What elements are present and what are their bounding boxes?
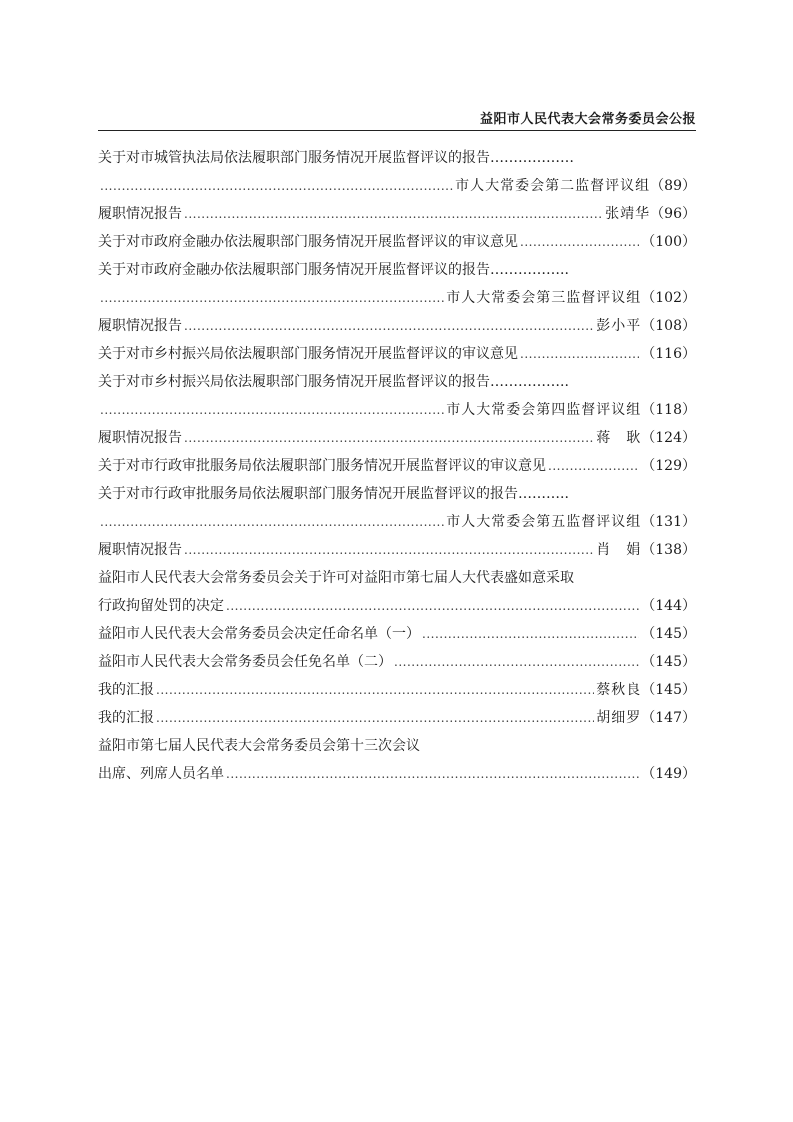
toc-entry-page: （138） (641, 542, 696, 558)
dot-leader (548, 452, 639, 480)
toc-entry[interactable] (98, 200, 696, 228)
toc-entry-title: 履职情况报告 (98, 430, 182, 446)
dot-leader (100, 396, 444, 424)
toc-entry-page: （147） (641, 710, 696, 726)
toc-entry-author: 胡细罗 (596, 710, 642, 726)
toc-entry[interactable] (98, 648, 696, 676)
toc-entry-title: 履职情况报告 (98, 318, 182, 334)
toc-entry-page: （145） (641, 682, 696, 698)
toc-entry[interactable] (98, 480, 646, 508)
toc-entry-author: 市人大常委会第五监督评议组 (446, 514, 642, 530)
dot-leader (520, 340, 639, 368)
toc-entry[interactable] (98, 760, 696, 788)
toc-entry-title: 出席、列席人员名单 (98, 766, 224, 782)
toc-entry[interactable] (98, 536, 696, 564)
toc-entry-page: （149） (641, 766, 696, 782)
toc-entry[interactable] (98, 620, 696, 648)
dot-leader (100, 508, 444, 536)
toc-entry[interactable] (98, 396, 696, 424)
page-header (98, 108, 696, 130)
toc-entry-title: 我的汇报 (98, 682, 154, 698)
dot-leader (226, 760, 639, 788)
toc-entry[interactable] (98, 704, 696, 732)
toc-entry[interactable] (98, 564, 696, 592)
toc-entry-author: 肖 娟 (596, 542, 642, 558)
dot-leader (184, 536, 594, 564)
toc-entry-title: 行政拘留处罚的决定 (98, 598, 224, 614)
toc-entry-title: 关于对市城管执法局依法履职部门服务情况开展监督评议的报告……………… (98, 150, 574, 166)
toc-entry-page: （144） (641, 598, 696, 614)
dot-leader (100, 172, 453, 200)
dot-leader (100, 284, 444, 312)
dot-leader (184, 200, 603, 228)
toc-entry[interactable] (98, 144, 646, 172)
toc-entry[interactable] (98, 452, 696, 480)
table-of-contents (98, 144, 696, 788)
toc-entry-page: （131） (641, 514, 696, 530)
toc-entry[interactable] (98, 732, 696, 760)
toc-entry-title: 履职情况报告 (98, 206, 182, 222)
toc-entry-page: （108） (641, 318, 696, 334)
toc-entry-author: 市人大常委会第三监督评议组 (446, 290, 642, 306)
dot-leader (184, 424, 594, 452)
toc-entry-title: 关于对市政府金融办依法履职部门服务情况开展监督评议的审议意见 (98, 234, 518, 250)
toc-entry-title: 关于对市乡村振兴局依法履职部门服务情况开展监督评议的审议意见 (98, 346, 518, 362)
toc-entry[interactable] (98, 284, 696, 312)
dot-leader (226, 592, 639, 620)
header-divider (98, 130, 696, 131)
toc-entry-title: 履职情况报告 (98, 542, 182, 558)
dot-leader (520, 228, 639, 256)
publication-title: 益阳市人民代表大会常务委员会公报 (479, 112, 696, 127)
toc-entry[interactable] (98, 676, 696, 704)
dot-leader (156, 704, 594, 732)
toc-entry-title: 益阳市人民代表大会常务委员会决定任命名单（一） (98, 626, 420, 642)
toc-entry-title: 我的汇报 (98, 710, 154, 726)
toc-entry-title: 关于对市乡村振兴局依法履职部门服务情况开展监督评议的报告…………….. (98, 374, 569, 390)
toc-entry-title: 益阳市人民代表大会常务委员会关于许可对益阳市第七届人大代表盛如意采取 (98, 570, 574, 586)
toc-entry-page: （118） (641, 402, 696, 418)
toc-entry[interactable] (98, 508, 696, 536)
toc-entry[interactable] (98, 172, 696, 200)
dot-leader (422, 620, 639, 648)
toc-entry[interactable] (98, 340, 696, 368)
toc-entry-page: （124） (641, 430, 696, 446)
toc-entry-title: 益阳市人民代表大会常务委员会任免名单（二） (98, 654, 392, 670)
toc-entry-page: （129） (641, 458, 696, 474)
toc-entry-author: 市人大常委会第二监督评议组 (455, 178, 651, 194)
toc-entry-author: 蔡秋良 (596, 682, 642, 698)
toc-entry-page: （102） (641, 290, 696, 306)
toc-entry[interactable] (98, 312, 696, 340)
dot-leader (156, 676, 594, 704)
toc-entry[interactable] (98, 228, 696, 256)
toc-entry-page: （145） (641, 626, 696, 642)
toc-entry[interactable] (98, 424, 696, 452)
toc-entry-page: （89） (650, 178, 696, 194)
toc-entry-page: （145） (641, 654, 696, 670)
toc-entry-author: 彭小平 (596, 318, 642, 334)
toc-entry-page: （96） (650, 206, 696, 222)
toc-entry[interactable] (98, 592, 696, 620)
toc-entry-author: 蒋 耿 (596, 430, 642, 446)
toc-entry-author: 张靖华 (605, 206, 651, 222)
toc-entry-author: 市人大常委会第四监督评议组 (446, 402, 642, 418)
toc-entry-title: 关于对市政府金融办依法履职部门服务情况开展监督评议的报告…………….. (98, 262, 569, 278)
toc-entry-title: 益阳市第七届人民代表大会常务委员会第十三次会议 (98, 738, 420, 754)
toc-entry-title: 关于对市行政审批服务局依法履职部门服务情况开展监督评议的报告……….. (98, 486, 569, 502)
dot-leader (394, 648, 639, 676)
toc-entry-page: （100） (641, 234, 696, 250)
toc-entry[interactable] (98, 256, 646, 284)
toc-entry-page: （116） (641, 346, 696, 362)
dot-leader (184, 312, 594, 340)
toc-entry[interactable] (98, 368, 646, 396)
toc-entry-title: 关于对市行政审批服务局依法履职部门服务情况开展监督评议的审议意见 (98, 458, 546, 474)
